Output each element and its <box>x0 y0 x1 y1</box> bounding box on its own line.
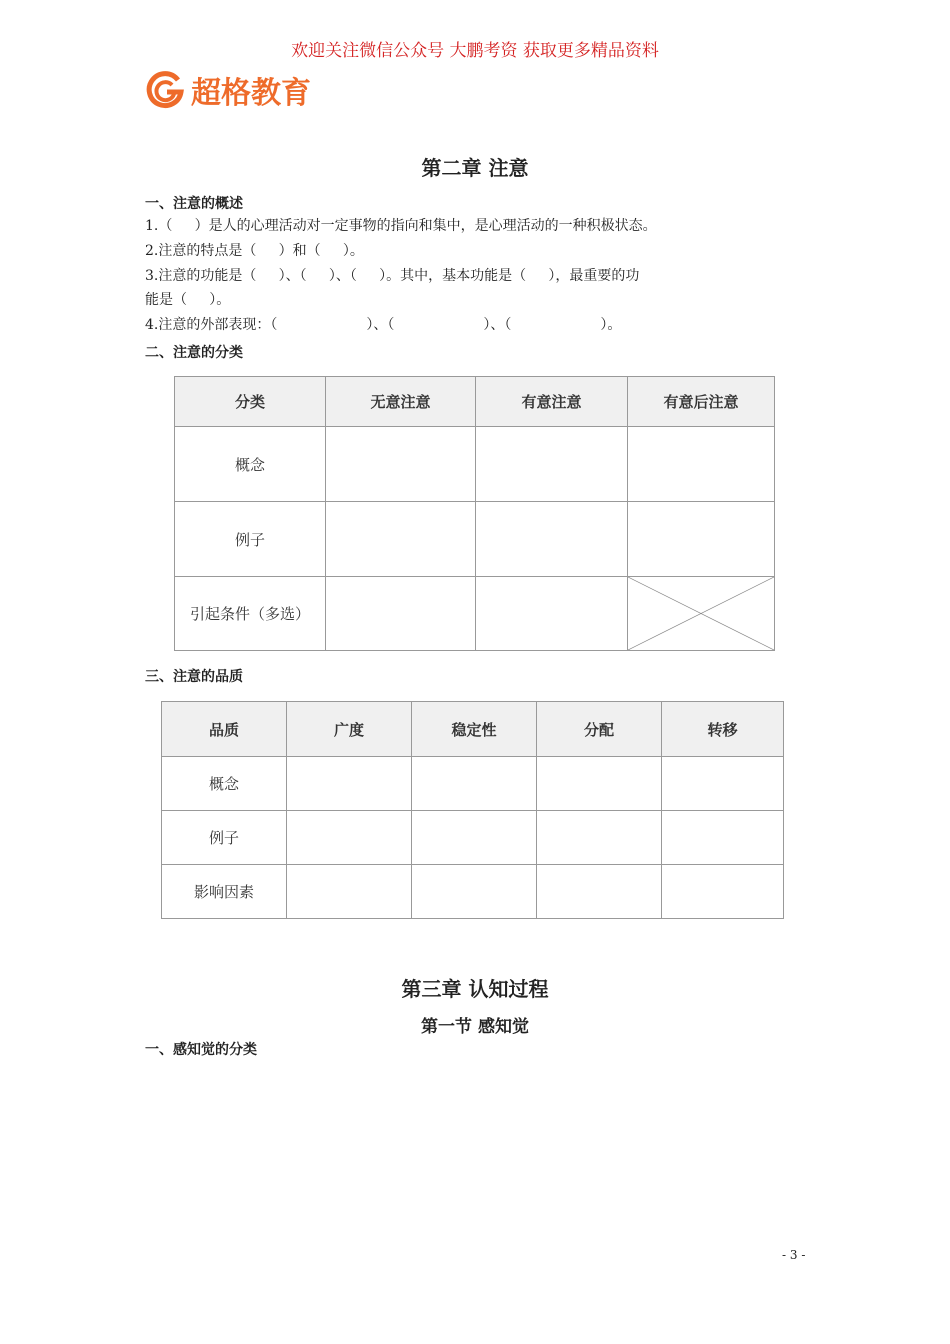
chapter3-subtitle: 第一节 感知觉 <box>421 1017 529 1037</box>
logo-g-icon <box>145 70 185 110</box>
blank-cell[interactable] <box>412 865 537 919</box>
section-heading: 一、注意的概述 <box>145 196 243 212</box>
blank-cell[interactable] <box>537 865 662 919</box>
blank-cell[interactable] <box>412 757 537 811</box>
blank-cell[interactable] <box>326 577 476 651</box>
section-heading: 三、注意的品质 <box>145 669 243 685</box>
blank-cell[interactable] <box>628 427 775 502</box>
header-cell: 稳定性 <box>412 702 537 757</box>
section-heading: 二、注意的分类 <box>145 345 243 361</box>
row-label: 引起条件（多选） <box>175 577 326 651</box>
row-label: 例子 <box>175 502 326 577</box>
question-line: 能是（ ）。 <box>145 292 231 308</box>
header-cell: 有意后注意 <box>628 377 775 427</box>
promo-banner: 欢迎关注微信公众号 大鹏考资 获取更多精品资料 <box>291 41 659 61</box>
header-cell: 转移 <box>662 702 784 757</box>
blank-cell[interactable] <box>287 757 412 811</box>
question-line: 1.（ ）是人的心理活动对一定事物的指向和集中，是心理活动的一种积极状态。 <box>145 218 657 234</box>
page-number: - 3 - <box>782 1248 806 1262</box>
header-cell: 有意注意 <box>476 377 628 427</box>
header-cell: 无意注意 <box>326 377 476 427</box>
question-line: 2.注意的特点是（ ）和（ ）。 <box>145 243 364 259</box>
cross-out-icon <box>628 577 774 650</box>
crossed-cell <box>628 577 775 651</box>
blank-cell[interactable] <box>662 811 784 865</box>
blank-cell[interactable] <box>476 577 628 651</box>
chapter2-title: 第二章 注意 <box>421 156 529 180</box>
question-line: 3.注意的功能是（ ）、（ ）、（ ）。其中，基本功能是（ ），最重要的功 <box>145 268 640 284</box>
blank-cell[interactable] <box>287 865 412 919</box>
blank-cell[interactable] <box>662 757 784 811</box>
blank-cell[interactable] <box>662 865 784 919</box>
chapter3-title: 第三章 认知过程 <box>401 977 549 1001</box>
row-label: 概念 <box>162 757 287 811</box>
header-cell: 品质 <box>162 702 287 757</box>
blank-cell[interactable] <box>628 502 775 577</box>
blank-cell[interactable] <box>412 811 537 865</box>
blank-cell[interactable] <box>537 811 662 865</box>
row-label: 影响因素 <box>162 865 287 919</box>
logo-text: 超格教育 <box>191 76 311 111</box>
row-label: 概念 <box>175 427 326 502</box>
attention-types-table <box>174 376 775 651</box>
header-cell: 广度 <box>287 702 412 757</box>
blank-cell[interactable] <box>287 811 412 865</box>
attention-qualities-table <box>161 701 784 919</box>
header-cell: 分类 <box>175 377 326 427</box>
row-label: 例子 <box>162 811 287 865</box>
blank-cell[interactable] <box>537 757 662 811</box>
blank-cell[interactable] <box>476 427 628 502</box>
blank-cell[interactable] <box>326 502 476 577</box>
blank-cell[interactable] <box>326 427 476 502</box>
logo <box>145 68 311 112</box>
blank-cell[interactable] <box>476 502 628 577</box>
section-heading: 一、感知觉的分类 <box>145 1042 257 1058</box>
question-line: 4.注意的外部表现：（ ）、（ ）、（ ）。 <box>145 317 622 333</box>
header-cell: 分配 <box>537 702 662 757</box>
